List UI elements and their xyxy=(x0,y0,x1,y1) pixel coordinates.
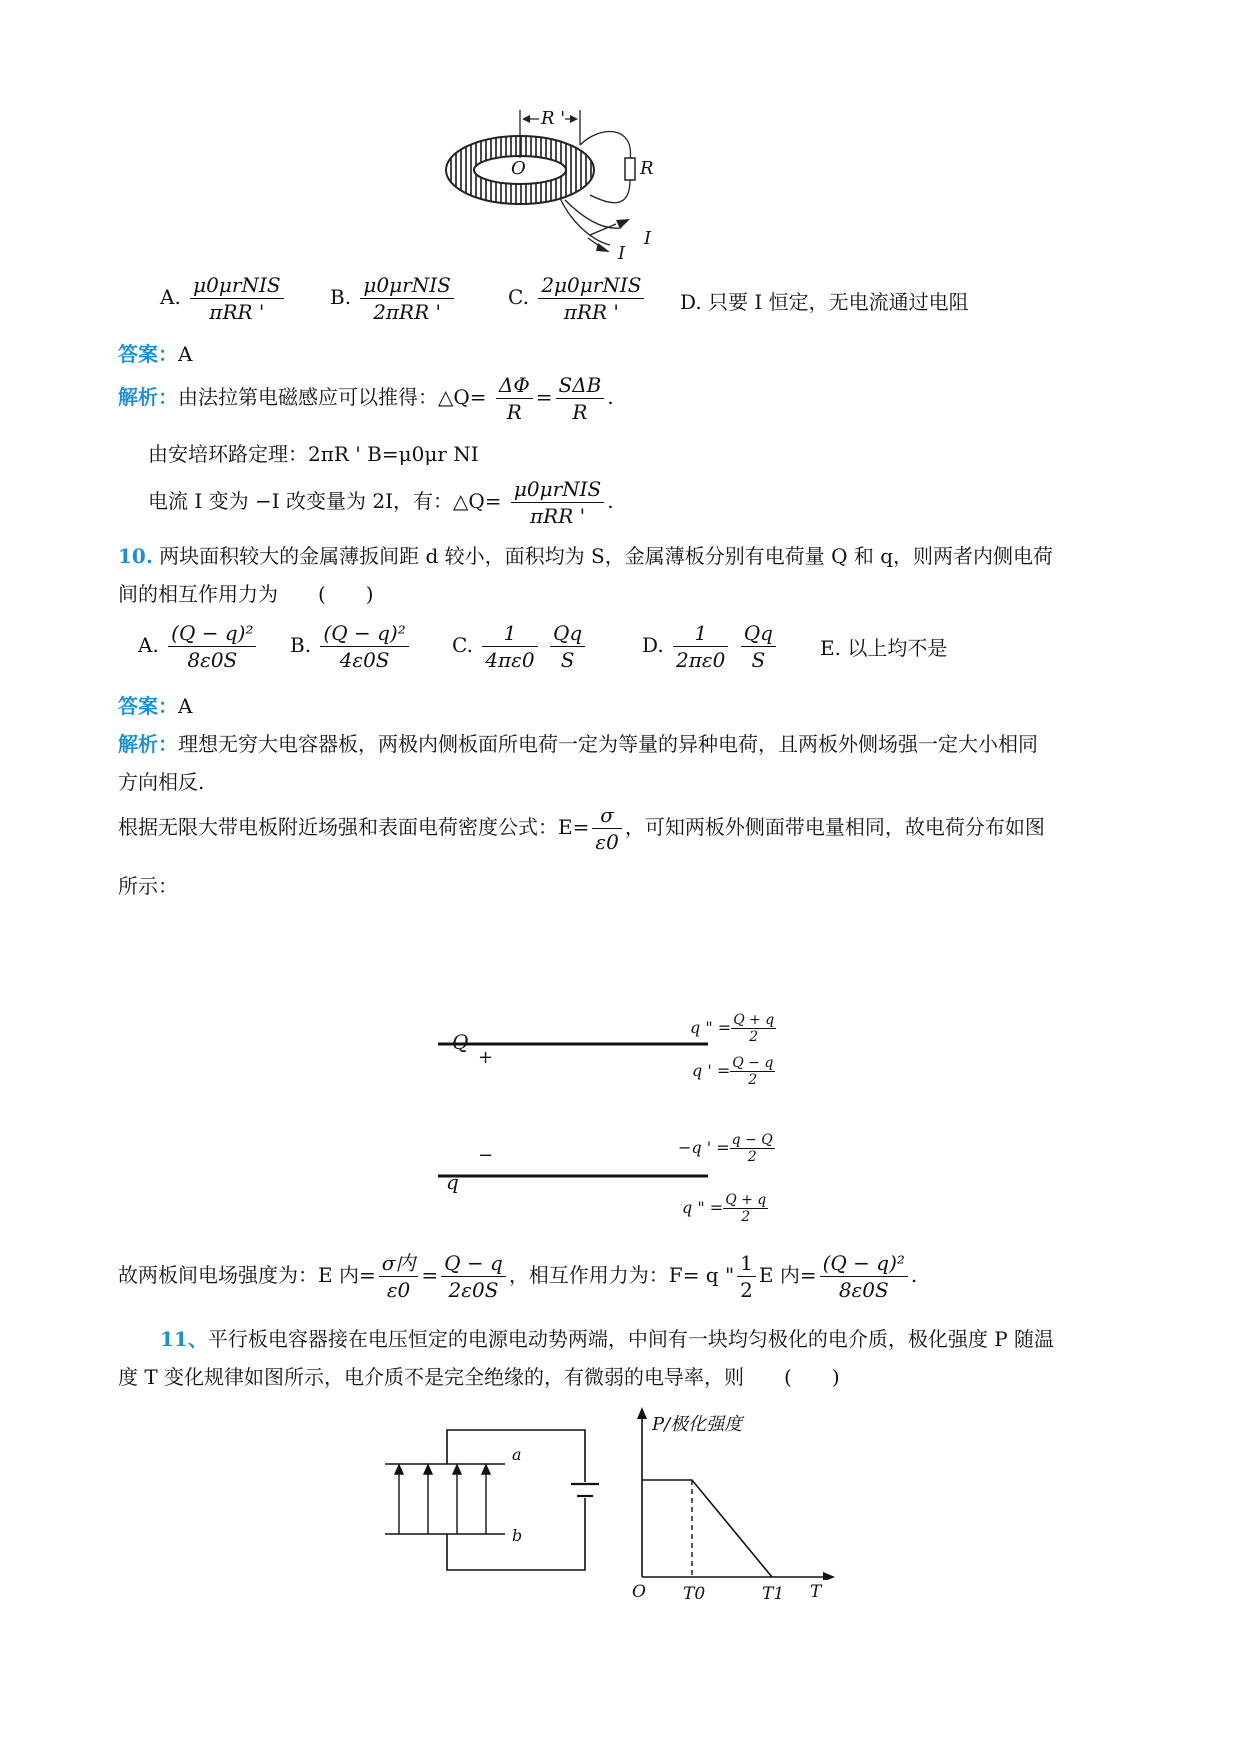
q9-option-c: C. $\frac{\text{2μ0μrNIS}}{\text{πRR '}}$ xyxy=(508,272,647,325)
r-label: R xyxy=(640,158,654,179)
q11-text-line1: 11、平行板电容器接在电压恒定的电源电动势两端，中间有一块均匀极化的电介质，极化强度 P 随温 xyxy=(160,1327,1055,1351)
graph-x-label: T xyxy=(810,1582,822,1602)
q9-answer: 答案：A xyxy=(118,342,193,366)
bottom-plate-lower-charge: q " = $\frac{Q + q}{2}$ xyxy=(682,1192,767,1225)
q10-option-d: D. $\frac{1}{2\pi\varepsilon 0}$ $\frac{Qq}{S}$ xyxy=(642,620,779,673)
top-plate-sign: + xyxy=(478,1047,494,1068)
bottom-plate-sign: − xyxy=(478,1145,494,1166)
plate-a-label: a xyxy=(512,1445,522,1464)
graph-t0-label: T0 xyxy=(683,1584,706,1604)
top-plate-lower-charge: q ' = $\frac{Q - q}{2}$ xyxy=(692,1055,774,1088)
q10-analysis-line2: 方向相反. xyxy=(118,770,205,794)
q9-analysis-line1: 解析：由法拉第电磁感应可以推得：△Q= $\frac{\Delta\Phi}{R}$ = $\frac{\text{SΔB}}{R}$ . xyxy=(118,373,614,424)
graph-y-label: P/极化强度 xyxy=(652,1414,743,1435)
q10-answer: 答案：A xyxy=(118,694,193,718)
top-plate-label: Q xyxy=(452,1030,469,1054)
r-prime-label: R ' xyxy=(541,108,566,129)
q10-option-a: A. $\frac{\text{(Q − q)²}}{8\varepsilon 0S}$ xyxy=(138,620,259,673)
q10-text-line2: 间的相互作用力为 ( ) xyxy=(118,582,374,606)
circuit-figure xyxy=(385,1410,615,1580)
q9-analysis-line2: 由安培环路定理：2πR ' B=μ0μr NI xyxy=(148,442,479,466)
plates-figure xyxy=(430,1000,730,1200)
q10-analysis-line1: 解析：理想无穷大电容器板，两极内侧板面所电荷一定为等量的异种电荷，且两板外侧场强一定大小相同 xyxy=(118,732,1038,756)
graph-t1-label: T1 xyxy=(762,1584,785,1604)
q10-analysis-line4: 所示： xyxy=(118,874,178,898)
polarization-curve xyxy=(642,1480,772,1577)
q10-option-b: B. $\frac{\text{(Q − q)²}}{4\varepsilon 0S}$ xyxy=(290,620,412,673)
current-label-1: I xyxy=(644,228,652,249)
graph-origin: O xyxy=(632,1582,646,1602)
o-label: O xyxy=(511,158,526,179)
q9-analysis-line3: 电流 I 变为 −I 改变量为 2I，有：△Q= $\frac{\text{μ0μrNIS}}{\text{πRR '}}$ . xyxy=(148,477,614,528)
q10-text-line1: 10. 两块面积较大的金属薄扳间距 d 较小，面积均为 S，金属薄板分别有电荷量 Q 和 q，则两者内侧电荷 xyxy=(118,544,1054,568)
q9-option-b: B. $\frac{\text{μ0μrNIS}}{\text{2πRR '}}$ xyxy=(330,272,457,325)
plate-b-label: b xyxy=(512,1526,523,1545)
bottom-plate-upper-charge: −q ' = $\frac{q - Q}{2}$ xyxy=(678,1132,773,1165)
q11-text-line2: 度 T 变化规律如图所示，电介质不是完全绝缘的，有微弱的电导率，则 ( ) xyxy=(118,1365,840,1389)
q10-option-e: E. 以上均不是 xyxy=(820,636,948,660)
toroid-figure xyxy=(440,100,700,270)
bottom-plate-label: q xyxy=(446,1170,459,1194)
q10-conclusion: 故两板间电场强度为：E 内= $\frac{\text{σ内}}{\varepsilon 0}$ = $\frac{Q - q}{2\varepsilon 0S}$ ，相互作用力为：F= q " $\frac{1}{2}$ E 内= $\frac{\text{(Q − q)²}}{8\varepsilon 0S}$ . xyxy=(118,1251,918,1302)
resistor xyxy=(625,158,635,180)
top-plate-upper-charge: q " = $\frac{Q + q}{2}$ xyxy=(690,1012,775,1045)
q9-option-a: A. $\frac{\text{μ0μrNIS}}{\text{πRR '}}$ xyxy=(160,272,287,325)
q10-option-c: C. $\frac{1}{4\pi\varepsilon 0}$ $\frac{Qq}{S}$ xyxy=(452,620,588,673)
current-label-2: I xyxy=(618,243,626,264)
q9-option-d: D. 只要 I 恒定，无电流通过电阻 xyxy=(680,290,969,314)
q10-analysis-line3: 根据无限大带电板附近场强和表面电荷密度公式：E= $\frac{\sigma}{\varepsilon 0}$ ，可知两板外侧面带电量相同，故电荷分布如图 xyxy=(118,803,1045,854)
